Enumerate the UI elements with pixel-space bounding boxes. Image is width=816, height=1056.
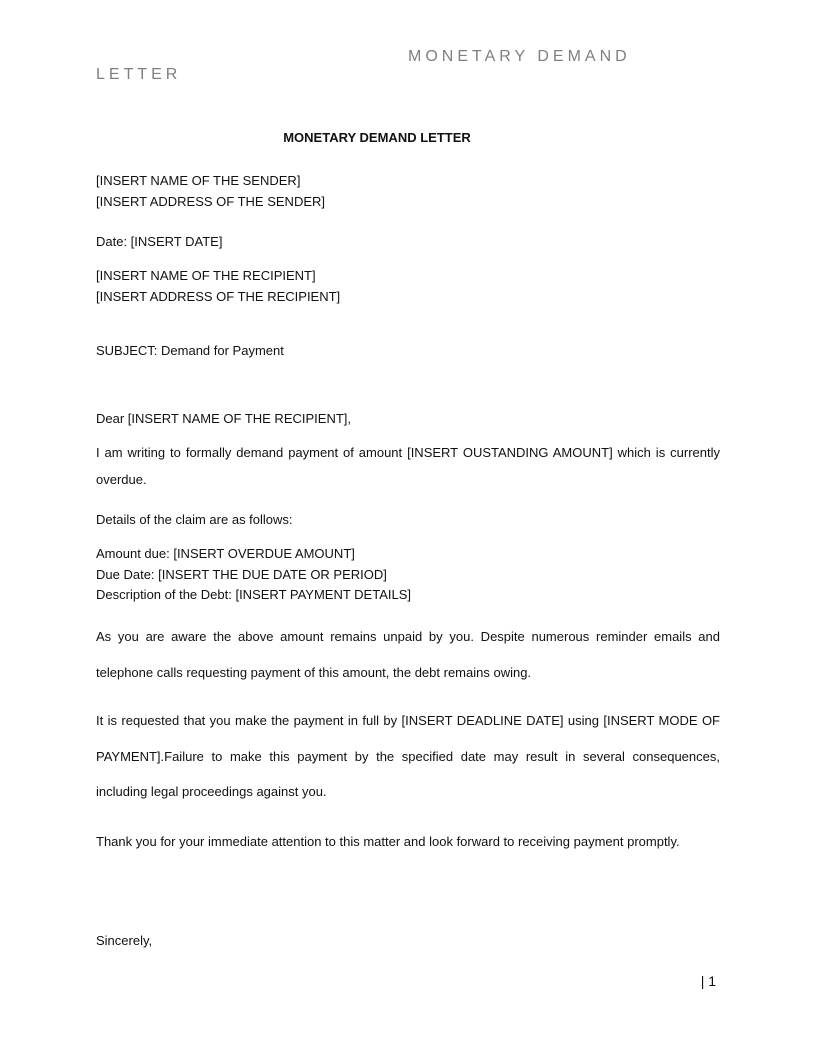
header-text-line-2: LETTER (96, 66, 182, 83)
closing-text: Sincerely, (96, 933, 153, 948)
request-paragraph: It is requested that you make the payment in full by [INSERT DEADLINE DATE] using [INSERT MODE OF PAYMENT].Failure to make this payment by the specified date may result in several consequences, including legal proceedings against you. (96, 713, 720, 799)
document-title: MONETARY DEMAND LETTER (283, 130, 471, 145)
header-text-line-1: MONETARY DEMAND (408, 48, 631, 65)
claim-detail-item: Amount due: [INSERT OVERDUE AMOUNT] (96, 546, 355, 561)
intro-paragraph: I am writing to formally demand payment of amount [INSERT OUSTANDING AMOUNT] which is currently overdue. (96, 445, 720, 487)
claim-details-list (96, 544, 720, 606)
salutation (96, 409, 720, 430)
closing (96, 931, 720, 952)
subject-line (96, 341, 720, 362)
aware-paragraph: As you are aware the above amount remains unpaid by you. Despite numerous reminder emails and telephone calls requesting payment of this amount, the debt remains owing. (96, 629, 720, 680)
sender-address: [INSERT ADDRESS OF THE SENDER] (96, 193, 325, 209)
recipient-name: [INSERT NAME OF THE RECIPIENT] (96, 268, 316, 283)
thanks-text: Thank you for your immediate attention to this matter and look forward to receiving payment promptly. (96, 834, 680, 849)
claim-detail-item: Description of the Debt: [INSERT PAYMENT DETAILS] (96, 587, 412, 602)
details-intro (96, 510, 720, 531)
page-number: | 1 (700, 973, 716, 989)
sender-name: [INSERT NAME OF THE SENDER] (96, 173, 301, 188)
date-text: Date: [INSERT DATE] (96, 234, 223, 249)
thanks-paragraph (96, 832, 720, 853)
subject-text: SUBJECT: Demand for Payment (96, 343, 284, 358)
salutation-text: Dear [INSERT NAME OF THE RECIPIENT], (96, 411, 351, 426)
document-header (96, 48, 720, 88)
sender-block (96, 171, 720, 212)
details-intro-text: Details of the claim are as follows: (96, 512, 293, 527)
recipient-block (96, 266, 720, 307)
recipient-address: [INSERT ADDRESS OF THE RECIPIENT] (96, 288, 341, 304)
date-line (96, 232, 720, 253)
claim-detail-item: Due Date: [INSERT THE DUE DATE OR PERIOD] (96, 566, 387, 582)
